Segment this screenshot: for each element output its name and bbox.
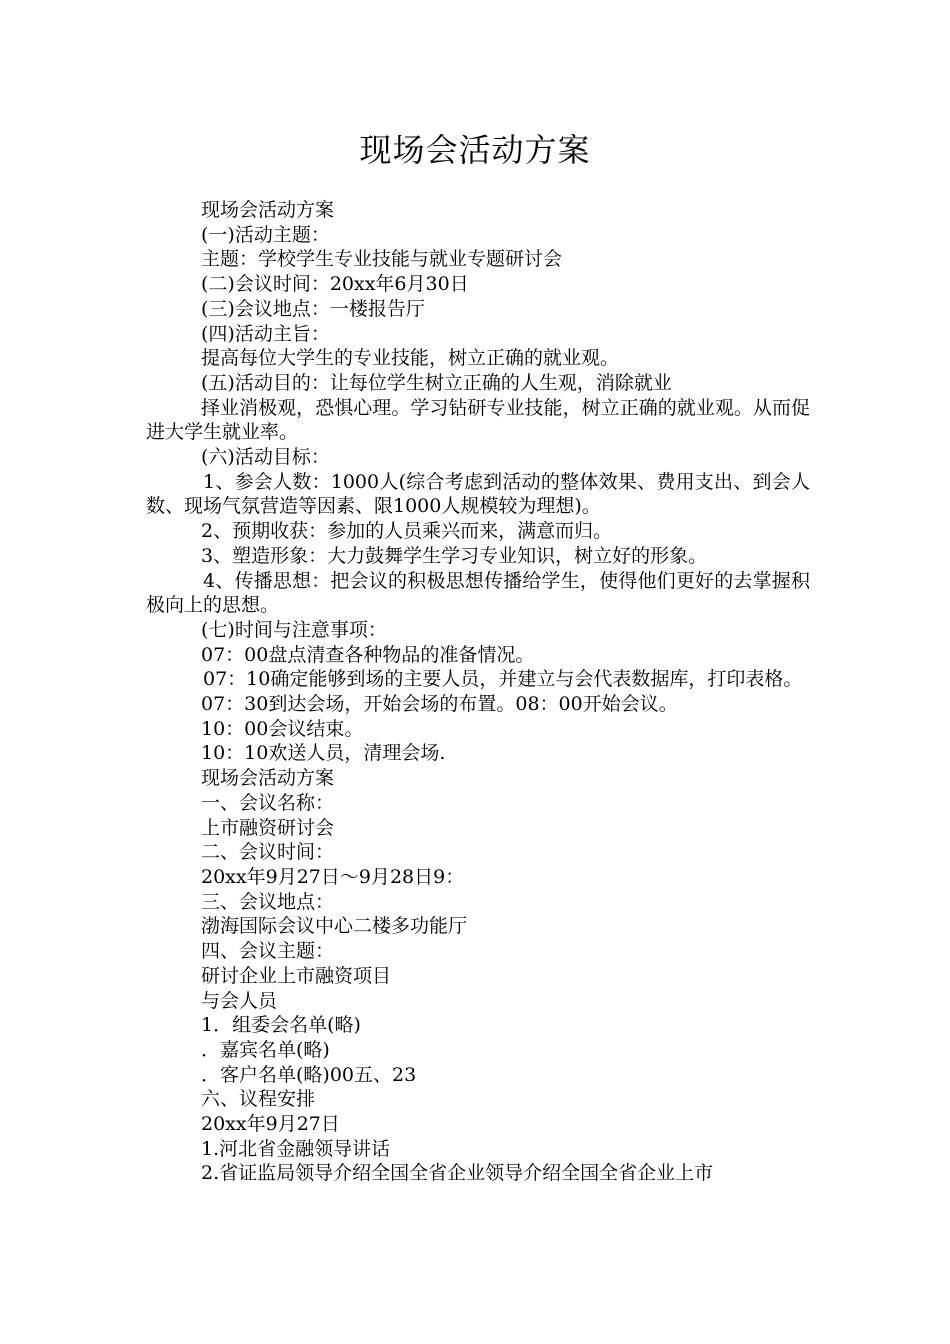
paragraph: ．嘉宾名单(略) — [201, 1038, 330, 1061]
paragraph: 10：00会议结束。 — [201, 717, 364, 740]
paragraph: (四)活动主旨： — [201, 322, 330, 345]
paragraph: 20xx年9月27日～9月28日9： — [201, 865, 465, 888]
paragraph: (一)活动主题： — [201, 223, 330, 246]
paragraph: 择业消极观，恐惧心理。学习钻研专业技能，树立正确的就业观。从而促进大学生就业率。 — [146, 396, 810, 444]
paragraph: (三)会议地点：一楼报告厅 — [201, 297, 425, 320]
paragraph: 20xx年9月27日 — [201, 1113, 340, 1136]
document-title: 现场会活动方案 — [359, 131, 591, 169]
paragraph: 主题：学校学生专业技能与就业专题研讨会 — [201, 248, 563, 271]
paragraph: 渤海国际会议中心二楼多功能厅 — [201, 915, 468, 938]
paragraph: 六、议程安排 — [201, 1088, 316, 1111]
paragraph: 三、会议地点： — [201, 890, 335, 913]
paragraph: 二、会议时间： — [201, 841, 335, 864]
paragraph: 上市融资研讨会 — [201, 816, 335, 839]
paragraph: 10：10欢送人员，清理会场. — [201, 742, 446, 765]
paragraph: 提高每位大学生的专业技能，树立正确的就业观。 — [201, 347, 620, 370]
paragraph: (六)活动目标： — [201, 446, 330, 469]
paragraph: 现场会活动方案 — [201, 767, 335, 790]
paragraph: 07：30到达会场，开始会场的布置。08：00开始会议。 — [201, 693, 678, 716]
paragraph: 2、预期收获：参加的人员乘兴而来，满意而归。 — [201, 520, 613, 543]
paragraph: (七)时间与注意事项： — [201, 618, 387, 641]
paragraph: ．客户名单(略)00五、23 — [201, 1063, 417, 1086]
paragraph: 现场会活动方案 — [201, 199, 335, 221]
paragraph: 07：00盘点清查各种物品的准备情况。 — [201, 643, 535, 666]
paragraph: 2.省证监局领导介绍全国全省企业领导介绍全国全省企业上市 — [201, 1162, 714, 1185]
paragraph: 3、塑造形象：大力鼓舞学生学习专业知识，树立好的形象。 — [201, 544, 708, 567]
paragraph: 与会人员 — [201, 989, 278, 1012]
paragraph: 4、传播思想：把会议的积极思想传播给学生，使得他们更好的去掌握积极向上的思想。 — [146, 569, 810, 617]
paragraph: 1．组委会名单(略) — [201, 1014, 361, 1037]
paragraph: 07：10确定能够到场的主要人员，并建立与会代表数据库，打印表格。 — [203, 668, 803, 691]
paragraph: 研讨企业上市融资项目 — [201, 964, 392, 987]
paragraph: 1、参会人数：1000人(综合考虑到活动的整体效果、费用支出、到会人数、现场气氛营造等因素、限1000人规模较为理想)。 — [146, 470, 810, 518]
paragraph: (五)活动目的：让每位学生树立正确的人生观，消除就业 — [201, 371, 672, 394]
paragraph: 一、会议名称： — [201, 791, 335, 814]
document-body — [146, 198, 810, 1186]
paragraph: (二)会议时间：20xx年6月30日 — [201, 273, 469, 296]
paragraph: 四、会议主题： — [201, 940, 335, 963]
paragraph: 1.河北省金融领导讲话 — [201, 1137, 391, 1160]
